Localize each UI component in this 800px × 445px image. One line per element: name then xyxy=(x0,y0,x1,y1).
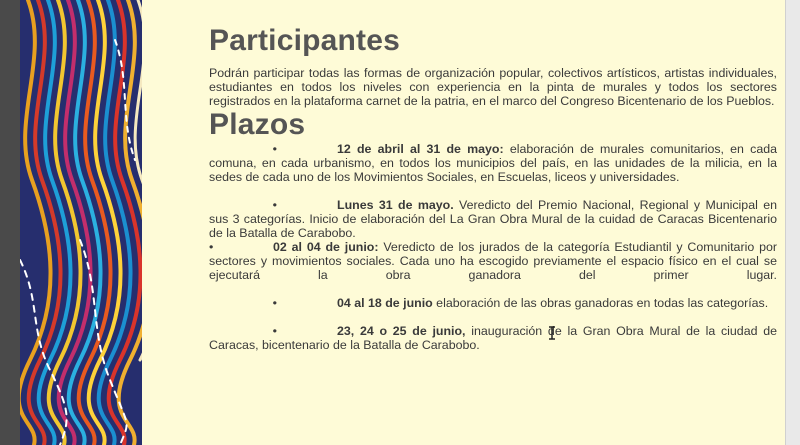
viewer-scrollbar[interactable] xyxy=(785,0,800,445)
plazo-date: Lunes 31 de mayo. xyxy=(337,198,454,212)
bullet-icon: • xyxy=(272,142,277,156)
participants-paragraph: Podrán participar todas las formas de organización popular, colectivos artísticos, artistas individuales, estudiantes en todos los niveles con experiencia en la pinta de murales y todos los sectores registrados en la plataforma carnet de la patria, en el marco del Congreso Bicentenario de los Pueblos. xyxy=(209,66,777,108)
plazo-item-5 xyxy=(209,324,777,352)
bullet-icon: • xyxy=(272,198,277,212)
plazo-date: 12 de abril al 31 de mayo: xyxy=(337,142,504,156)
plazo-date: 02 al 04 de junio: xyxy=(273,240,379,254)
wavy-lines-artwork xyxy=(20,0,142,445)
document-page xyxy=(142,0,786,445)
bullet-icon: • xyxy=(272,324,277,338)
plazo-text: Veredicto de los jurados de la categoría Estudiantil y Comunitario por sectores y movimientos sociales. Cada uno ha escogido previamente el espacio físico en el cual se ejecutará la obra ganadora del primer lugar. xyxy=(209,240,777,282)
bullet-icon: • xyxy=(209,240,214,254)
plazo-text: elaboración de las obras ganadoras en todas las categorías. xyxy=(432,296,769,310)
plazo-item-4 xyxy=(209,296,777,310)
plazos-heading: Plazos xyxy=(209,108,306,141)
participants-heading: Participantes xyxy=(209,24,401,57)
decorative-art-strip xyxy=(20,0,142,445)
plazo-date: 23, 24 o 25 de junio, xyxy=(337,324,466,338)
plazo-item-3 xyxy=(209,240,777,282)
plazo-item-1 xyxy=(209,142,777,184)
plazo-text: elaboración de murales comunitarios, en cada comuna, en cada urbanismo, en todos los municipios del país, en las unidades de la milicia, en la sedes de cada uno de los Movimientos Sociales, en Escuelas, liceos y universidades. xyxy=(209,142,778,184)
plazo-item-2 xyxy=(209,198,777,240)
plazo-text: Veredicto del Premio Nacional, Regional y Municipal en sus 3 categorías. Inicio de elaboración del La Gran Obra Mural de la cuidad de Caracas Bicentenario de la Batalla de Carabobo. xyxy=(209,198,777,240)
plazo-text: inauguración de la Gran Obra Mural de la ciudad de Caracas, bicentenario de la Batalla de Carabobo. xyxy=(209,324,777,352)
text-cursor-icon xyxy=(548,326,556,340)
document-content xyxy=(209,24,777,352)
bullet-icon: • xyxy=(272,296,277,310)
viewer-left-gutter xyxy=(0,0,20,445)
plazo-date: 04 al 18 de junio xyxy=(337,296,433,310)
